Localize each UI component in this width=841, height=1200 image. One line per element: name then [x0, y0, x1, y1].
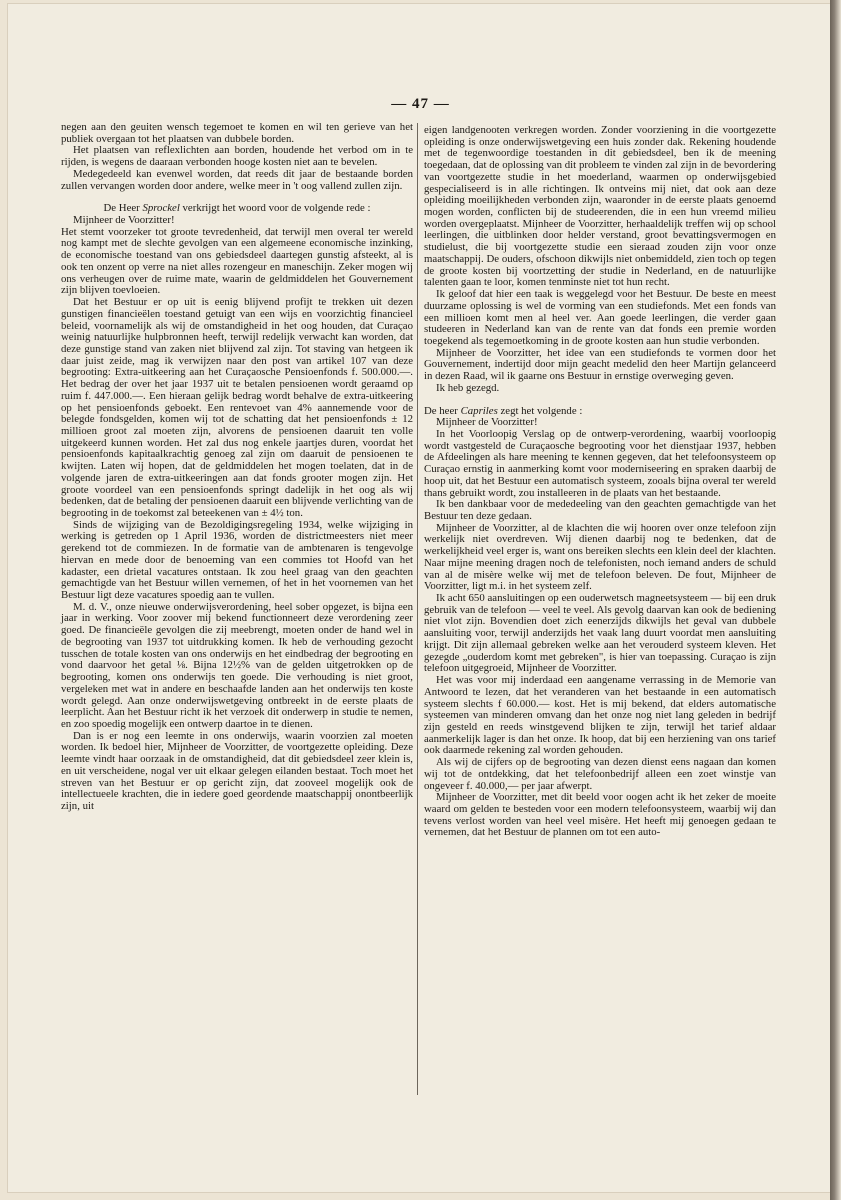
paragraph: Sinds de wijziging van de Bezoldigingsregeling 1934, welke wijziging in werking is getreden op 1 April 1936, worden de districtmeesters niet meer gerekend tot de commiezen. In de formatie van de ambtenaren is tengevolge hiervan en mede door de benoeming van een commies tot Hoofd van het kadaster, een drietal vacatures ontstaan. Ik zou heel graag van den geachten gemachtigde van het Bestuur willen vernemen, of het in het voornemen van het Bestuur ligt deze vacatures spoedig aan te vullen.	[61, 518, 413, 602]
speaker-intro-end: verkrijgt het woord voor de volgende rede :	[179, 202, 371, 215]
paragraph: Mijnheer de Voorzitter!	[436, 416, 538, 429]
column-divider	[417, 123, 418, 1095]
paragraph: M. d. V., onze nieuwe onderwijsverordening, heel sober opgezet, is bijna een jaar in werking. Voor zoover mij bekend functionneert deze verordening zeer goed. De financieële gevolgen die zij meebrengt, moeten onder de hand wel in de begrooting van 1937 tot uitdrukking komen. Ik heb de verhouding gezocht tusschen de totale kosten van ons onderwijs en het eindbedrag der begrooting en vond daarvoor het getal ⅛. Bijna 12½% van de gelden uitgetrokken op de begrooting, komen ons onderwijs ten goede. Die verhouding is niet groot, vergeleken met wat in andere en beschaafde landen aan het onderwijs ten koste wordt gelegd. Aan onze onderwijswetgeving ontbreekt in de eerste plaats de leerplicht. Aan het Bestuur richt ik het verzoek dit onderwerp in studie te nemen, en zoo spoedig mogelijk een ontwerp daartoe in te dienen.	[61, 600, 413, 730]
paragraph: Ik acht 650 aansluitingen op een ouderwetsch magneetsysteem — bij een druk gebruik van de telefoon — veel te veel. Als gevolg daarvan kan ook de bediening niet vlot zijn. Bovendien doet zich eenerzijds dikwijls het geval van dubbele aansluiting voor, terwijl anderzijds het vaak lang duurt voordat men aansluiting krijgt. Dit zijn allemaal gebreken welke aan het verouderd systeem kleven. Het gezegde „ouderdom komt met gebreken", is hier van toepassing. Curaçao is zijn telefoon uitgegroeid, Mijnheer de Voorzitter.	[424, 592, 776, 675]
paragraph: Dat het Bestuur er op uit is eenig blijvend profijt te trekken uit dezen gunstigen financieëlen toestand getuigt van een wijs en voorzichtig financieel beleid, voornamelijk als wij de omstandigheid in het oog houden, dat Curaçao weinig natuurlijke hulpbronnen heeft, terwijl redelijk verwacht kan worden, dat deze gunstige stand van zaken niet blijvend zal zijn. Tot staving van hetgeen ik daar juist zeide, mag ik verwijzen naar den post van artikel 107 van deze begrooting: Extra-uitkeering aan het Curaçaosche Pensioenfonds f. 500.000.—. Het bedrag der over het jaar 1937 uit te betalen pensioenen wordt geraamd op ruim f. 447.000.—. Een hieraan gelijk bedrag wordt behalve de extra-uitkeering op het pensioenfonds geboekt. Een rentevoet van 4% aannemende voor de belegde fondsgelden, komen wij tot de schatting dat het pensioenfonds ± 12 millioen groot zal moeten zijn, alvorens de pensioenen daaruit ten volle uitgekeerd kunnen worden. Het zal dus nog enkele jaartjes duren, voordat het pensioenfonds kapitaalkrachtig genoeg zal zijn om daaruit de pensioenen te kwijten. Laten wij hopen, dat de geldmiddelen het mogen toelaten, dat in de volgende jaren de extra-uitkeeringen aan dat fonds grooter mogen zijn. Het groote voordeel van een pensioenfonds springt dadelijk in het oog als wij bedenken, dat de betaling der pensioenen daaruit een blijvende verlichting van de begrooting in de toekomst zal beteekenen van ± 4½ ton.	[61, 296, 413, 519]
paragraph: Als wij de cijfers op de begrooting van dezen dienst eens nagaan dan komen wij tot de ontdekking, dat het telefoonbedrijf alleen een zoet winstje van ongeveer f. 40.000,— per jaar afwerpt.	[424, 756, 776, 792]
paragraph: Het plaatsen van reflexlichten aan borden, houdende het verbod om in te rijden, is wegens de daaraan verbonden hooge kosten niet aan te bevelen.	[61, 144, 413, 169]
page-number: — 47 —	[391, 96, 450, 112]
paragraph: Medegedeeld kan evenwel worden, dat reeds dit jaar de bestaande borden zullen vervangen worden door andere, welke meer in 't oog vallend zullen zijn.	[61, 167, 413, 192]
paragraph: Ik heb gezegd.	[436, 381, 500, 394]
speaker-intro-end: zegt het volgende :	[497, 404, 583, 417]
paragraph: Mijnheer de Voorzitter, het idee van een studiefonds te vormen door het Gouvernement, indertijd door mijn geacht medelid den heer Martijn gelanceerd in dezen Raad, wil ik gaarne ons Bestuur in ernstige overweging geven.	[424, 346, 776, 383]
paragraph: Het stemt voorzeker tot groote tevredenheid, dat terwijl men overal ter wereld nog kampt met de slechte gevolgen van een algemeene economische inzinking, de economische toestand van ons gebiedsdeel daartegen gunstig afsteekt, al is ook ten onzent op verre na niet alles rozengeur en maneschijn. Zeker mogen wij ons verheugen over de ruime mate, waarin de geldmiddelen het Gouvernement zijn blijven toevloeien.	[61, 225, 413, 297]
speaker-intro: De heer	[424, 404, 461, 417]
paragraph: eigen landgenooten verkregen worden. Zonder voorziening in die voortgezette opleiding is onze onderwijswetgeving een huis zonder dak. Rekening houdende met de tegenwoordige toestanden in dit gebiedsdeel, ben ik de meening toegedaan, dat de oplossing van dit probleem te vinden zal zijn in de bevordering van voortgezette studie in het moederland, waarmen op onderwijsgebied gespecialiseerd is in alle richtingen. Ik ontveins mij niet, dat ook aan deze opleiding moeilijkheden verbonden zijn, waaronder in de eerste plaats genoemd mogen worden, conflicten bij de studeerenden, die in een hun vreemd milieu worden overgeplaatst. Mijnheer de Voorzitter, herhaaldelijk treffen wij op school leerlingen, die uitblinken door helder verstand, groot bevattingsvermogen en studielust, die bij voortgezette studie een sieraad zouden zijn voor onze maatschappij. De ouders, ofschoon dikwijls niet onbemiddeld, zien toch op tegen de groote kosten bij voortzetting der studie in Nederland, en de natuurlijke talenten gaan te loor, komen tenminste niet tot hun recht.	[424, 124, 776, 289]
paragraph: Ik geloof dat hier een taak is weggelegd voor het Bestuur. De beste en meest duurzame oplossing is wel de vorming van een studiefonds. Met een fonds van een millioen komt men al heel ver. Aan goede leerlingen, die verder gaan studeeren in Nederland kan van de rente van dat fonds een premie worden toegekend als tegemoetkoming in de groote kosten aan hun studie verbonden.	[424, 288, 776, 347]
speaker-name: Sprockel	[142, 202, 180, 215]
paragraph: Dan is er nog een leemte in ons onderwijs, waarin voorzien zal moeten worden. Ik bedoel hier, Mijnheer de Voorzitter, de voortgezette opleiding. Deze leemte vindt haar oorzaak in de omstandigheid, dat dit gebiedsdeel zeer klein is, en uit verscheidene, nogal ver uit elkaar gelegen eilanden bestaat. Toch moet het streven van het Bestuur er op gericht zijn, dat zooveel mogelijk ook de intellectueele krachten, die in iedere goed geordende maatschappij onontbeerlijk zijn, uit	[61, 729, 413, 812]
paragraph: Mijnheer de Voorzitter, al de klachten die wij hooren over onze telefoon zijn werkelijk niet overdreven. Wij dienen daarbij nog te bedenken, dat de werkelijkheid veel erger is, want ons bereiken slechts een klein deel der klachten. Naar mijne meening dragen noch de telefonisten, noch iemand anders de schuld van al de misère welke wij met de telefoon beleven. De fout, Mijnheer de Voorzitter, ligt m.i. in het systeem zelf.	[424, 521, 776, 593]
paragraph: In het Voorloopig Verslag op de ontwerp-verordening, waarbij voorloopig wordt vastgesteld de Curaçaosche begrooting voor het dienstjaar 1937, hebben de Afdeelingen als hare meening te kennen gegeven, dat het telefoonsysteem op Curaçao ernstig in aanmerking komt voor moderniseering en spraken daarbij de hoop uit, dat het Bestuur een automatisch systeem, zooals bijna overal ter wereld thans gebruikt wordt, zou installeeren in de plaats van het bestaande.	[424, 427, 776, 499]
paragraph: Mijnheer de Voorzitter!	[73, 214, 175, 227]
left-column	[61, 122, 413, 813]
speaker-intro: De Heer	[103, 202, 143, 215]
paragraph: Ik ben dankbaar voor de mededeeling van den geachten gemachtigde van het Bestuur ten deze gedaan.	[424, 498, 776, 522]
paragraph: Het was voor mij inderdaad een aangename verrassing in de Memorie van Antwoord te lezen, dat het veranderen van het bestaande in een automatisch systeem slechts f 60.000.— kost. Het is mij bekend, dat elders automatische systeemen van minderen omvang dan het onze nog niet lang geleden in bedrijf zijn gesteld en reeds winstgevend blijken te zijn, terwijl het tarief aldaar aanmerkelijk lager is dan het onze. Ik hoop, dat bij een herziening van ons tarief ook daarmede rekening zal worden gehouden.	[424, 674, 776, 757]
right-column	[424, 125, 776, 839]
page-edge	[830, 0, 841, 1200]
paragraph: negen aan den geuiten wensch tegemoet te komen en wil ten gerieve van het publiek overgaan tot het plaatsen van dubbele borden.	[61, 121, 413, 145]
paragraph: Mijnheer de Voorzitter, met dit beeld voor oogen acht ik het zeker de moeite waard om gelden te besteden voor een modern telefoonsysteem, waarbij wij dan tevens verlost worden van heel veel misère. Het heeft mij genoegen gedaan te vernemen, dat het Bestuur de plannen om tot een auto-	[424, 791, 776, 839]
speaker-name: Capriles	[460, 404, 498, 417]
